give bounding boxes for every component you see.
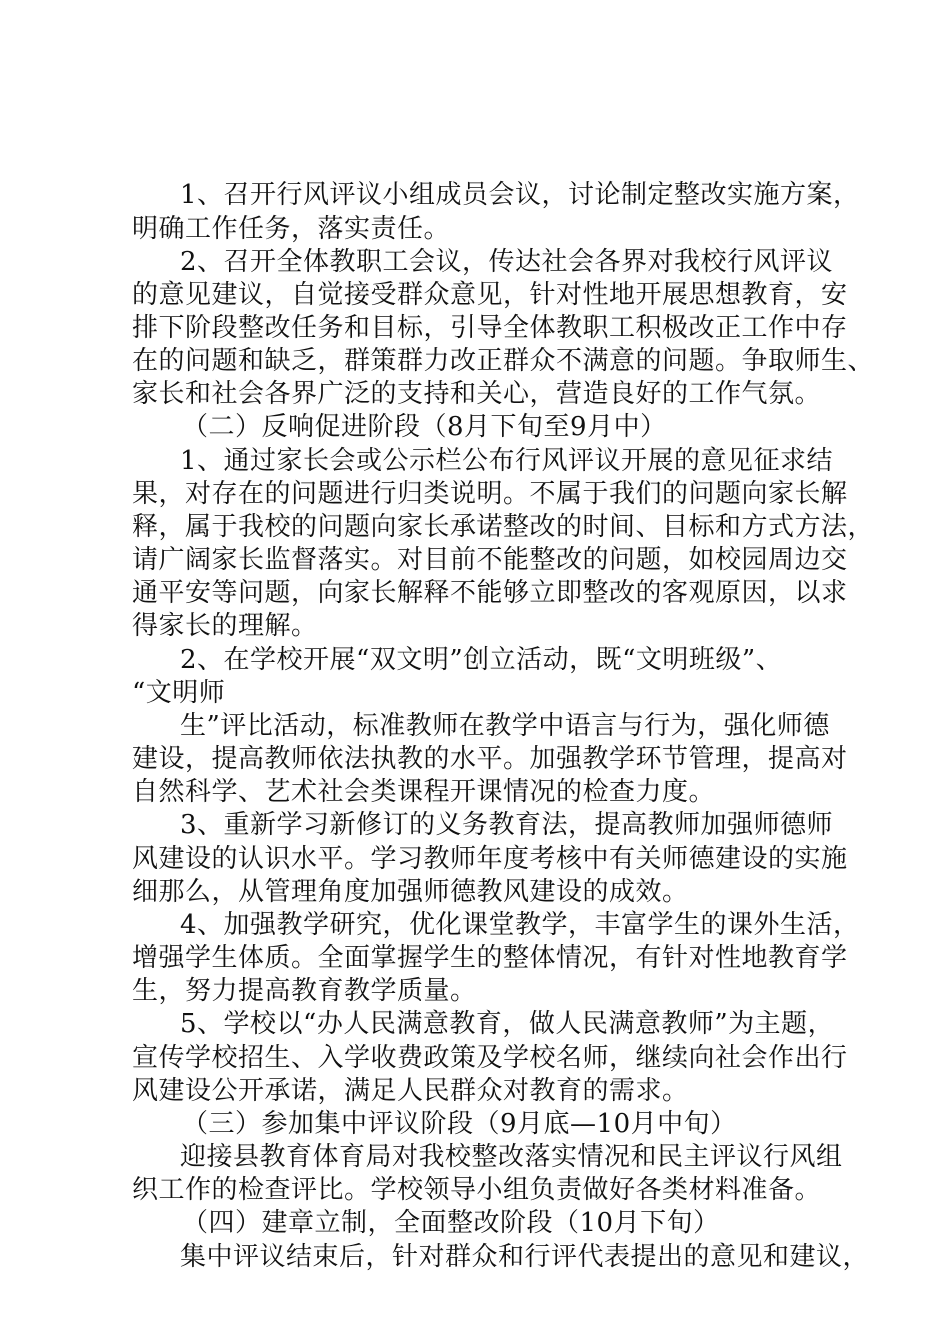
paragraph-line: 得家长的理解。 [132, 611, 318, 641]
section-heading: （二）反响促进阶段（8月下旬至9月中） [182, 412, 667, 442]
paragraph-line: 通平安等问题，向家长解释不能够立即整改的客观原因，以求 [132, 578, 848, 608]
paragraph-line: 果，对存在的问题进行归类说明。不属于我们的问题向家长解 [132, 479, 848, 509]
paragraph-line: 风建设公开承诺，满足人民群众对教育的需求。 [132, 1076, 689, 1106]
paragraph-line: 1、召开行风评议小组成员会议，讨论制定整改实施方案， [180, 180, 860, 210]
paragraph-line: 释，属于我校的问题向家长承诺整改的时间、目标和方式方法， [132, 512, 875, 542]
paragraph-line: 增强学生体质。全面掌握学生的整体情况，有针对性地教育学 [132, 943, 848, 973]
paragraph-line: 4、加强教学研究，优化课堂教学，丰富学生的课外生活， [180, 910, 860, 940]
paragraph-line: 风建设的认识水平。学习教师年度考核中有关师德建设的实施 [132, 844, 848, 874]
paragraph-line: 集中评议结束后，针对群众和行评代表提出的意见和建议， [180, 1242, 870, 1272]
paragraph-line: 自然科学、艺术社会类课程开课情况的检查力度。 [132, 777, 716, 807]
paragraph-line: 的意见建议，自觉接受群众意见，针对性地开展思想教育，安 [132, 280, 848, 310]
paragraph-line: 细那么，从管理角度加强师德教风建设的成效。 [132, 877, 689, 907]
paragraph-line: 织工作的检查评比。学校领导小组负责做好各类材料准备。 [132, 1175, 822, 1205]
paragraph-line: 宣传学校招生、入学收费政策及学校名师，继续向社会作出行 [132, 1043, 848, 1073]
paragraph-line: 2、召开全体教职工会议，传达社会各界对我校行风评议 [180, 247, 834, 277]
paragraph-line: 请广阔家长监督落实。对目前不能整改的问题，如校园周边交 [132, 545, 848, 575]
paragraph-line: 3、重新学习新修订的义务教育法，提高教师加强师德师 [180, 810, 834, 840]
paragraph-line: 2、在学校开展“双文明”创立活动，既“文明班级”、 [180, 645, 783, 675]
section-heading: （三）参加集中评议阶段（9月底—10月中旬） [182, 1109, 737, 1139]
paragraph-line: 5、学校以“办人民满意教育，做人民满意教师”为主题， [180, 1009, 835, 1039]
paragraph-line: “文明师 [132, 678, 226, 708]
paragraph-line: 迎接县教育体育局对我校整改落实情况和民主评议行风组 [180, 1142, 843, 1172]
paragraph-line: 生，努力提高教育教学质量。 [132, 976, 477, 1006]
paragraph-line: 排下阶段整改任务和目标，引导全体教职工积极改正工作中存 [132, 313, 848, 343]
paragraph-line: 在的问题和缺乏，群策群力改正群众不满意的问题。争取师生、 [132, 346, 875, 376]
paragraph-line: 1、通过家长会或公示栏公布行风评议开展的意见征求结 [180, 446, 834, 476]
paragraph-line: 家长和社会各界广泛的支持和关心，营造良好的工作气氛。 [132, 379, 822, 409]
paragraph-line: 明确工作任务，落实责任。 [132, 214, 451, 244]
paragraph-line: 建设，提高教师依法执教的水平。加强教学环节管理，提高对 [132, 744, 848, 774]
section-heading: （四）建章立制，全面整改阶段（10月下旬） [182, 1208, 720, 1238]
paragraph-line: 生”评比活动，标准教师在教学中语言与行为，强化师德 [180, 711, 830, 741]
